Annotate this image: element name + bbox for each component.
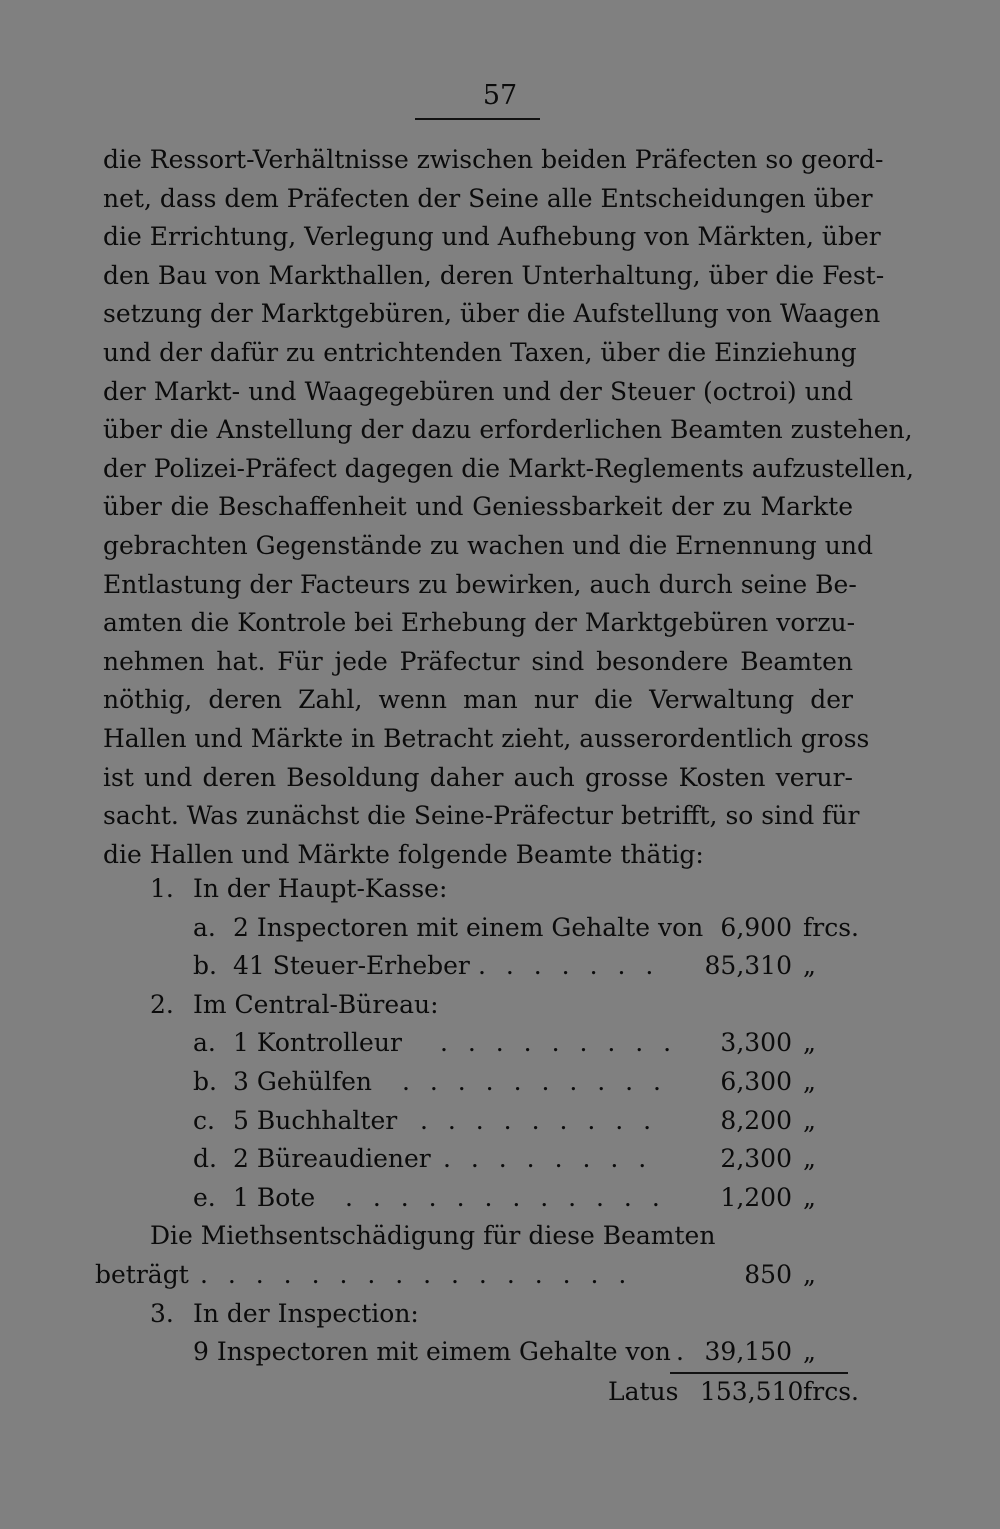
paragraph-line: nöthig, deren Zahl, wenn man nur die Verwaltung der [103, 685, 853, 715]
list-item [0, 1256, 1000, 1295]
paragraph-line: Hallen und Märkte in Betracht zieht, ausserordentlich gross [103, 723, 870, 753]
item-amount: 1,200 [720, 1182, 792, 1212]
item-amount: 2,300 [720, 1144, 792, 1174]
list-item [0, 1179, 1000, 1218]
paragraph-line: Entlastung der Facteurs zu bewirken, auch durch seine Be- [103, 569, 857, 599]
section-number: 3. [150, 1298, 174, 1328]
item-amount: 39,150 [704, 1337, 792, 1367]
item-letter: a. [193, 1028, 216, 1058]
item-currency: „ [803, 1144, 816, 1174]
paragraph-line: die Ressort-Verhältnisse zwischen beiden Präfecten so geord- [103, 145, 884, 174]
leader-dots: . . . . . . . . . . . . . . . . [200, 1259, 633, 1289]
item-letter: b. [193, 1066, 217, 1096]
item-letter: b. [193, 951, 217, 981]
paragraph-line: über die Beschaffenheit und Geniessbarkeit der zu Markte [103, 492, 853, 522]
item-amount: 3,300 [720, 1028, 792, 1058]
item-letter: c. [193, 1105, 215, 1135]
section-heading [0, 986, 1000, 1025]
rent-note-text: Die Miethsentschädigung für diese Beamten [150, 1221, 716, 1251]
paragraph-line: amten die Kontrole bei Erhebung der Marktgebüren vorzu- [103, 608, 856, 638]
leader-dots: . [676, 1337, 690, 1367]
section-title: In der Haupt-Kasse: [193, 874, 448, 903]
item-letter: e. [193, 1182, 216, 1212]
paragraph-line: nehmen hat. Für jede Präfectur sind besondere Beamten [103, 646, 853, 676]
item-currency: frcs. [803, 912, 859, 942]
list-item [0, 1102, 1000, 1141]
leader-dots: . . . . . . . . . . [402, 1066, 667, 1096]
paragraph-line: der Polizei-Präfect dagegen die Markt-Reglements aufzustellen, [103, 453, 914, 483]
section-title: Im Central-Büreau: [193, 989, 439, 1019]
list-item [0, 1333, 1000, 1372]
item-text: 2 Büreaudiener [233, 1144, 431, 1174]
item-text: 41 Steuer-Erheber [233, 951, 470, 981]
item-text: 9 Inspectoren mit eimem Gehalte von [193, 1337, 671, 1367]
paragraph-line: gebrachten Gegenstände zu wachen und die Ernennung und [103, 530, 873, 560]
page-number: 57 [482, 80, 518, 111]
item-currency: „ [803, 951, 816, 981]
section-heading [0, 1295, 1000, 1334]
item-text: 1 Kontrolleur [233, 1028, 402, 1058]
rent-note [0, 1217, 1000, 1256]
leader-dots: . . . . . . . . . [420, 1105, 658, 1135]
list-item [0, 947, 1000, 986]
item-text: 1 Bote [233, 1182, 316, 1212]
page-number-rule [415, 118, 540, 120]
paragraph-line: die Hallen und Märkte folgende Beamte thätig: [103, 839, 704, 869]
item-currency: „ [803, 1028, 816, 1058]
item-letter: d. [193, 1144, 217, 1174]
leader-dots: . . . . . . . . . . . . [345, 1182, 666, 1212]
item-amount: 6,900 [720, 912, 792, 942]
paragraph-line: die Errichtung, Verlegung und Aufhebung von Märkten, über [103, 222, 881, 252]
item-text: 3 Gehülfen [233, 1066, 372, 1096]
item-currency: „ [803, 1259, 816, 1289]
item-amount: 8,200 [720, 1105, 792, 1135]
paragraph-line: setzung der Marktgebüren, über die Aufstellung von Waagen [103, 299, 881, 329]
item-text: 5 Buchhalter [233, 1105, 398, 1135]
total-currency: frcs. [803, 1377, 859, 1406]
item-currency: „ [803, 1066, 816, 1096]
item-currency: „ [803, 1337, 816, 1367]
paragraph-line: net, dass dem Präfecten der Seine alle Entscheidungen über [103, 183, 873, 213]
item-text: 2 Inspectoren mit einem Gehalte von [233, 912, 704, 942]
item-currency: „ [803, 1182, 816, 1212]
paragraph-line: der Markt- und Waagegebüren und der Steuer (octroi) und [103, 376, 853, 406]
item-currency: „ [803, 1105, 816, 1135]
paragraph-line: den Bau von Markthallen, deren Unterhaltung, über die Fest- [103, 260, 885, 290]
paragraph-line: und der dafür zu entrichtenden Taxen, über die Einziehung [103, 337, 857, 367]
item-amount: 850 [744, 1259, 792, 1289]
list-item [0, 1063, 1000, 1102]
body-paragraph [103, 141, 914, 874]
list-item [0, 1140, 1000, 1179]
section-number: 1. [150, 874, 174, 903]
leader-dots: . . . . . . . . [443, 1144, 653, 1174]
paragraph-line: sacht. Was zunächst die Seine-Präfectur betrifft, so sind für [103, 801, 860, 831]
salary-list [0, 870, 1000, 1372]
item-amount: 85,310 [704, 951, 792, 981]
section-number: 2. [150, 989, 174, 1019]
item-amount: 6,300 [720, 1066, 792, 1096]
item-text: beträgt [95, 1259, 189, 1289]
paragraph-line: ist und deren Besoldung daher auch grosse Kosten verur- [103, 762, 853, 792]
item-letter: a. [193, 912, 216, 942]
section-heading [0, 870, 1000, 909]
section-title: In der Inspection: [193, 1298, 419, 1328]
paragraph-line: über die Anstellung der dazu erforderlichen Beamten zustehen, [103, 415, 913, 445]
total-row [0, 1373, 1000, 1412]
leader-dots: . . . . . . . . . [440, 1028, 678, 1058]
leader-dots: . . . . . . . [478, 951, 660, 981]
total-amount: 153,510 [700, 1377, 804, 1406]
total-label: Latus [608, 1377, 679, 1406]
list-item [0, 909, 1000, 948]
list-item [0, 1024, 1000, 1063]
